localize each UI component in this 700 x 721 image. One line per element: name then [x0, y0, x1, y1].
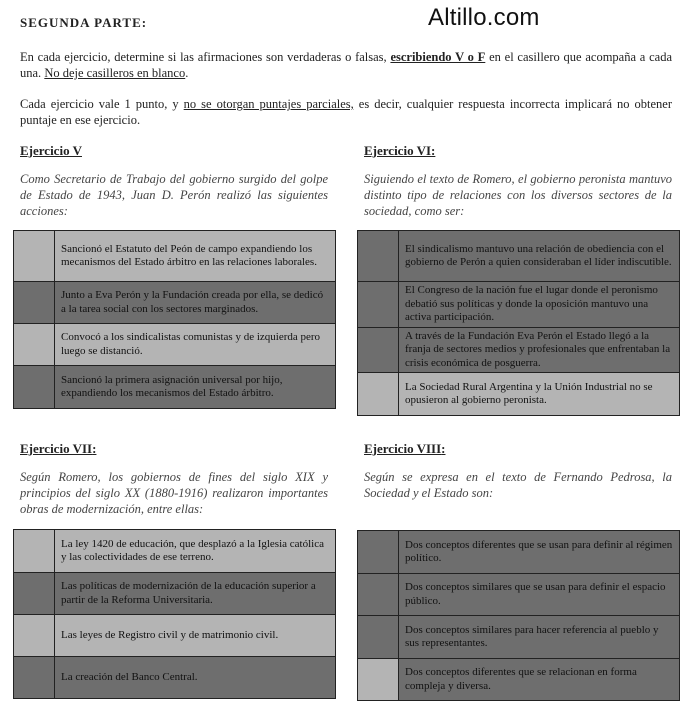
table-row: [358, 231, 680, 282]
statement-5-1: Sancionó el Estatuto del Peón de campo expandiendo los mecanismos del Estado árbitro en las relaciones laborales.: [55, 231, 336, 282]
answer-box-5-2[interactable]: [14, 282, 55, 324]
table-row: [14, 573, 336, 615]
answer-box-6-4[interactable]: [358, 373, 399, 416]
table-row: [14, 530, 336, 573]
statement-5-2: Junto a Eva Perón y la Fundación creada por ella, se dedicó a la tarea social con los sectores marginados.: [55, 282, 336, 324]
intro2-underlined: no se otorgan puntajes parciales,: [183, 97, 354, 111]
instructions-paragraph-1: [20, 49, 672, 81]
answer-box-7-1[interactable]: [14, 530, 55, 573]
statement-6-1: El sindicalismo mantuvo una relación de obediencia con el gobierno de Perón a quien consideraban el líder indiscutible.: [399, 231, 680, 282]
statement-7-4: La creación del Banco Central.: [55, 657, 336, 699]
exercise-6-question: Siguiendo el texto de Romero, el gobierno peronista mantuvo distinto tipo de relaciones con los diversos sectores de la sociedad, como ser:: [364, 172, 672, 218]
answer-box-8-3[interactable]: [358, 616, 399, 659]
statement-5-3: Convocó a los sindicalistas comunistas y de izquierda pero luego se distanció.: [55, 324, 336, 366]
exercise-8-table: [357, 530, 680, 701]
table-row: [358, 574, 680, 616]
answer-box-8-1[interactable]: [358, 531, 399, 574]
table-row: [358, 616, 680, 659]
intro1-part-a: En cada ejercicio, determine si las afirmaciones son verdaderas o falsas,: [20, 50, 391, 64]
exercise-5-title: [20, 143, 82, 159]
answer-box-5-4[interactable]: [14, 366, 55, 409]
statement-7-1: La ley 1420 de educación, que desplazó a la Iglesia católica y las colectividades de ese terreno.: [55, 530, 336, 573]
exercise-7-title-colon: :: [92, 441, 97, 456]
exercise-5-table: [13, 230, 336, 409]
table-row: [358, 327, 680, 373]
table-row: [14, 231, 336, 282]
intro1-part-c: en el casillero que acompaña a cada una.: [20, 50, 672, 80]
intro2-part-c: es decir, cualquier respuesta incorrecta implicará no obtener puntaje en ese ejercicio.: [20, 97, 672, 127]
statement-5-4: Sancionó la primera asignación universal por hijo, expandiendo los mecanismos del Estado árbitro.: [55, 366, 336, 409]
watermark-logo: Altillo.com: [428, 4, 540, 31]
answer-box-7-4[interactable]: [14, 657, 55, 699]
exercise-8-title-colon: :: [441, 441, 446, 456]
statement-8-4: Dos conceptos diferentes que se relacionan en forma compleja y diversa.: [399, 659, 680, 701]
intro1-part-e: .: [185, 66, 189, 80]
answer-box-8-4[interactable]: [358, 659, 399, 701]
exercise-8-title: [364, 441, 446, 457]
intro2-part-a: Cada ejercicio vale 1 punto, y: [20, 97, 184, 111]
exercise-7-table: [13, 529, 336, 699]
table-row: [358, 659, 680, 701]
answer-box-8-2[interactable]: [358, 574, 399, 616]
exercise-6-title: [364, 143, 435, 159]
exercise-8-question: Según se expresa en el texto de Fernando Pedrosa, la Sociedad y el Estado son:: [364, 470, 672, 500]
statement-8-2: Dos conceptos similares que se usan para definir el espacio público.: [399, 574, 680, 616]
exercise-5-title-text: Ejercicio V: [20, 143, 82, 158]
exercise-8-title-text: Ejercicio VIII: [364, 441, 442, 456]
statement-8-1: Dos conceptos diferentes que se usan para definir al régimen político.: [399, 531, 680, 574]
exercise-5-question: Como Secretario de Trabajo del gobierno surgido del golpe de Estado de 1943, Juan D. Perón realizó las siguientes acciones:: [20, 172, 328, 218]
exercise-6-table: [357, 230, 680, 416]
answer-box-6-2[interactable]: [358, 282, 399, 328]
table-row: [14, 366, 336, 409]
intro1-underlined: No deje casilleros en blanco: [44, 66, 186, 80]
statement-6-4: La Sociedad Rural Argentina y la Unión Industrial no se opusieron al gobierno peronista.: [399, 373, 680, 416]
answer-box-6-1[interactable]: [358, 231, 399, 282]
table-row: [14, 282, 336, 324]
table-row: [358, 373, 680, 416]
answer-box-5-1[interactable]: [14, 231, 55, 282]
table-row: [358, 531, 680, 574]
intro1-emphasis: escribiendo V o F: [390, 50, 486, 64]
table-row: [14, 657, 336, 699]
exercise-7-title: [20, 441, 96, 457]
statement-7-3: Las leyes de Registro civil y de matrimonio civil.: [55, 615, 336, 657]
statement-6-2: El Congreso de la nación fue el lugar donde el peronismo debatió sus políticas y donde la oposición mantuvo una activa participación.: [399, 282, 680, 328]
section-title: SEGUNDA PARTE:: [20, 15, 148, 30]
exercise-7-title-text: Ejercicio VII: [20, 441, 93, 456]
exercise-6-title-text: Ejercicio VI: [364, 143, 432, 158]
exercise-6-title-colon: :: [431, 143, 436, 158]
statement-6-3: A través de la Fundación Eva Perón el Estado llegó a la franja de sectores medios y profesionales que enfrentaban la crisis económica de posguerra.: [399, 327, 680, 373]
answer-box-7-2[interactable]: [14, 573, 55, 615]
instructions-paragraph-2: [20, 96, 672, 128]
answer-box-6-3[interactable]: [358, 327, 399, 373]
exercise-7-question: Según Romero, los gobiernos de fines del siglo XIX y principios del siglo XX (1880-1916) realizaron importantes obras de modernización, entre ellas:: [20, 470, 328, 516]
table-row: [358, 282, 680, 328]
table-row: [14, 615, 336, 657]
statement-7-2: Las políticas de modernización de la educación superior a partir de la Reforma Universitaria.: [55, 573, 336, 615]
statement-8-3: Dos conceptos similares para hacer referencia al pueblo y sus representantes.: [399, 616, 680, 659]
table-row: [14, 324, 336, 366]
answer-box-5-3[interactable]: [14, 324, 55, 366]
answer-box-7-3[interactable]: [14, 615, 55, 657]
